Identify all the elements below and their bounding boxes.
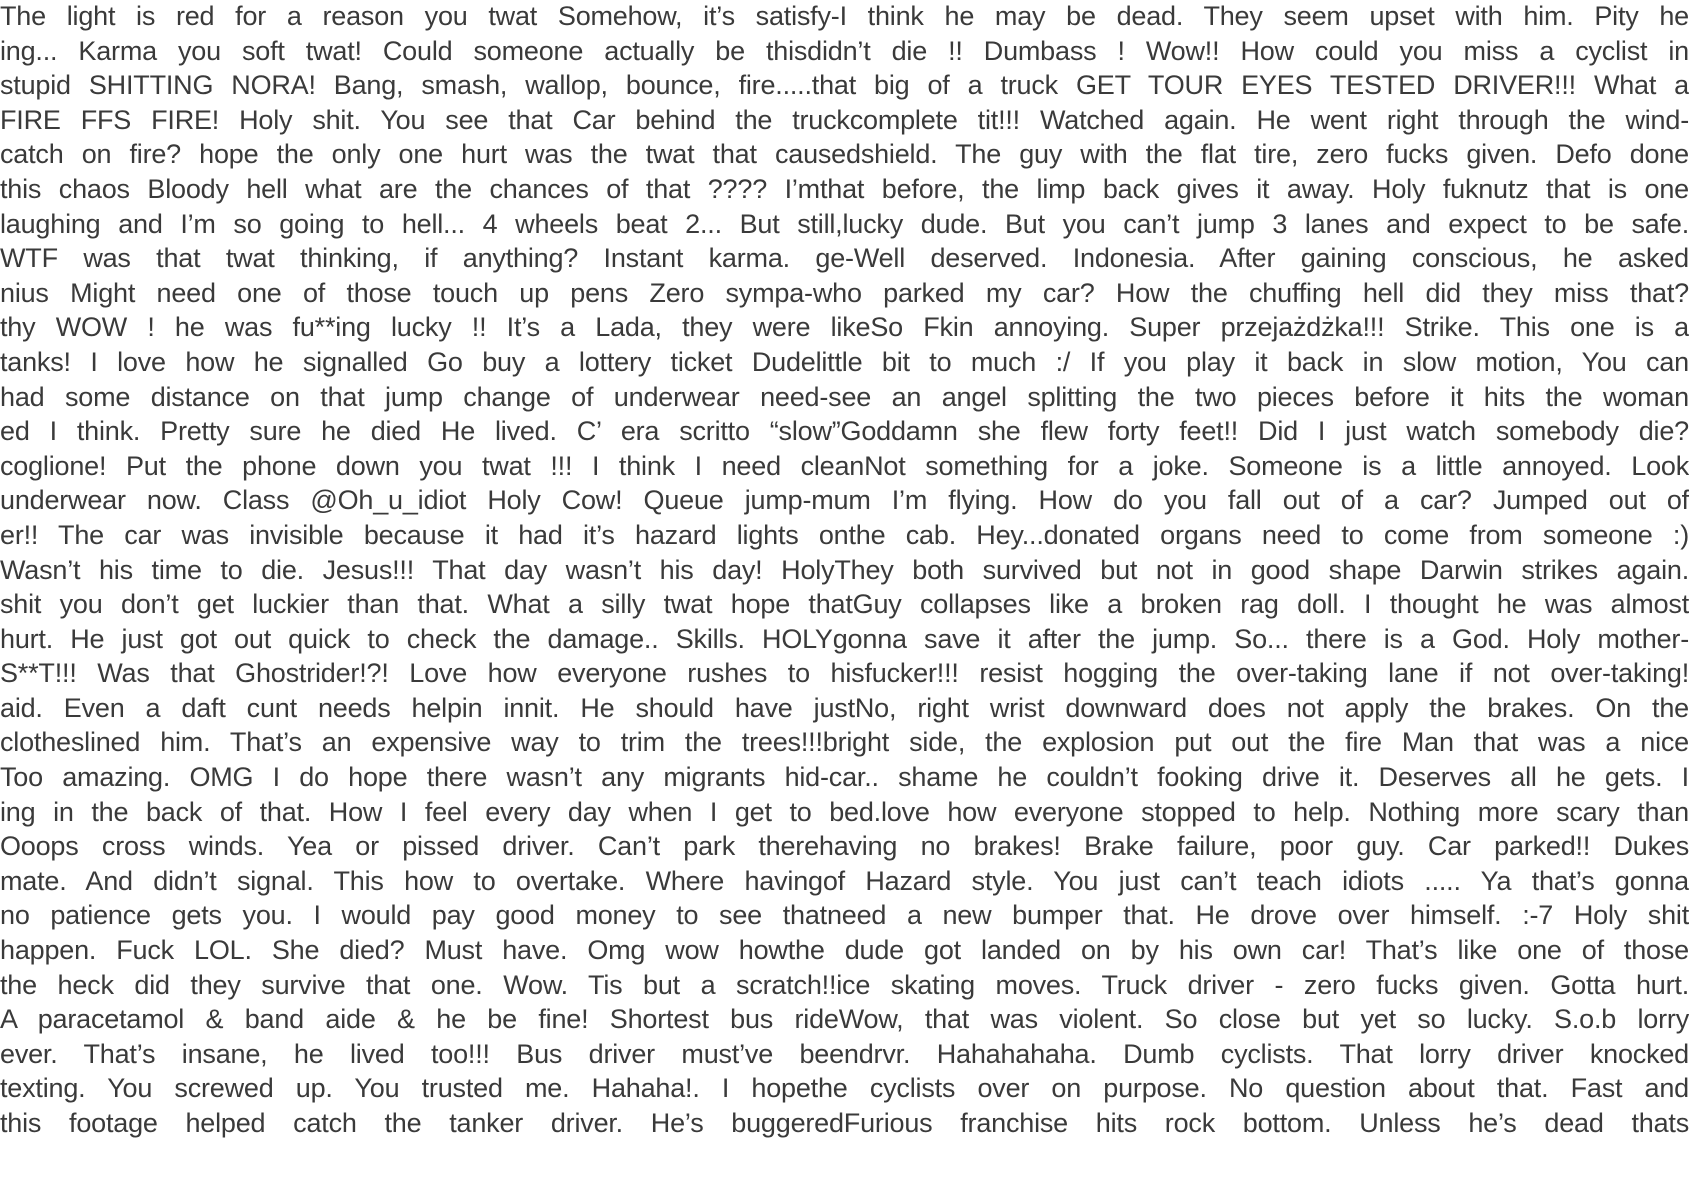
text-line: hurt. He just got out quick to check the damage.. Skills. HOLYgonna save it after the jump. So... there is a God. Holy mother- (0, 623, 1689, 654)
text-line: FIRE FFS FIRE! Holy shit. You see that Car behind the truckcomplete tit!!! Watched again. He went right through the wind- (0, 104, 1689, 135)
text-line: tanks! I love how he signalled Go buy a lottery ticket Dudelittle bit to much :/ If you play it back in slow motion, You can (0, 346, 1689, 377)
text-line: Wasn’t his time to die. Jesus!!! That day wasn’t his day! HolyThey both survived but not in good shape Darwin strikes again. (0, 554, 1689, 585)
text-line: coglione! Put the phone down you twat !!! I think I need cleanNot something for a joke. Someone is a little annoyed. Look (0, 450, 1689, 481)
text-line: ed I think. Pretty sure he died He lived. C’ era scritto “slow”Goddamn she flew forty feet!! Did I just watch somebody die? (0, 416, 1689, 447)
text-line: the heck did they survive that one. Wow. Tis but a scratch!!ice skating moves. Truck driver - zero fucks given. Gotta hurt. (0, 969, 1689, 1000)
text-line: Too amazing. OMG I do hope there wasn’t any migrants hid-car.. shame he couldn’t fooking drive it. Deserves all he gets. I (0, 762, 1689, 793)
text-line: WTF was that twat thinking, if anything? Instant karma. ge-Well deserved. Indonesia. After gaining conscious, he asked (0, 243, 1689, 274)
text-line: Ooops cross winds. Yea or pissed driver. Can’t park therehaving no brakes! Brake failure, poor guy. Car parked!! Dukes (0, 831, 1689, 862)
text-line: nius Might need one of those touch up pens Zero sympa-who parked my car? How the chuffing hell did they miss that? (0, 277, 1689, 308)
text-line: laughing and I’m so going to hell... 4 wheels beat 2... But still,lucky dude. But you can’t jump 3 lanes and expect to be safe. (0, 208, 1689, 239)
text-line: clotheslined him. That’s an expensive way to trim the trees!!!bright side, the explosion put out the fire Man that was a nice (0, 727, 1689, 758)
text-line: this chaos Bloody hell what are the chances of that ???? I’mthat before, the limp back gives it away. Holy fuknutz that is one (0, 173, 1689, 204)
text-line: stupid SHITTING NORA! Bang, smash, wallop, bounce, fire.....that big of a truck GET TOUR EYES TESTED DRIVER!!! What a (0, 70, 1689, 101)
text-line: ever. That’s insane, he lived too!!! Bus driver must’ve beendrvr. Hahahahaha. Dumb cyclists. That lorry driver knocked (0, 1038, 1689, 1069)
text-line: The light is red for a reason you twat Somehow, it’s satisfy-I think he may be dead. They seem upset with him. Pity he (0, 1, 1689, 31)
text-line: no patience gets you. I would pay good money to see thatneed a new bumper that. He drove over himself. :-7 Holy shit (0, 900, 1689, 931)
text-line: thy WOW ! he was fu**ing lucky !! It’s a Lada, they were likeSo Fkin annoying. Super przejażdżka!!! Strike. This one is a (0, 312, 1689, 343)
text-line: ing in the back of that. How I feel every day when I get to bed.love how everyone stopped to help. Nothing more scary than (0, 796, 1689, 827)
text-line: had some distance on that jump change of underwear need-see an angel splitting the two pieces before it hits the woman (0, 381, 1689, 412)
text-line: underwear now. Class @Oh_u_idiot Holy Cow! Queue jump-mum I’m flying. How do you fall out of a car? Jumped out of (0, 485, 1689, 516)
text-line: S**T!!! Was that Ghostrider!?! Love how everyone rushes to hisfucker!!! resist hogging the over-taking lane if not over-taking! (0, 658, 1689, 689)
text-line: A paracetamol & band aide & he be fine! Shortest bus rideWow, that was violent. So close but yet so lucky. S.o.b lorry (0, 1004, 1689, 1035)
text-line: happen. Fuck LOL. She died? Must have. Omg wow howthe dude got landed on by his own car! That’s like one of those (0, 935, 1689, 966)
text-line: ing... Karma you soft twat! Could someone actually be thisdidn’t die !! Dumbass ! Wow!! How could you miss a cyclist in (0, 35, 1689, 66)
text-line: aid. Even a daft cunt needs helpin innit. He should have justNo, right wrist downward does not apply the brakes. On the (0, 692, 1689, 723)
text-line: this footage helped catch the tanker driver. He’s buggeredFurious franchise hits rock bottom. Unless he’s dead thats (0, 1108, 1689, 1138)
text-line: catch on fire? hope the only one hurt was the twat that causedshield. The guy with the flat tire, zero fucks given. Defo done (0, 139, 1689, 170)
text-line: er!! The car was invisible because it had it’s hazard lights onthe cab. Hey...donated organs need to come from someone :) (0, 519, 1689, 550)
text-line: shit you don’t get luckier than that. What a silly twat hope thatGuy collapses like a broken rag doll. I thought he was almost (0, 589, 1689, 620)
text-line: mate. And didn’t signal. This how to overtake. Where havingof Hazard style. You just can’t teach idiots ..... Ya that’s gonna (0, 865, 1689, 896)
text-line: texting. You screwed up. You trusted me. Hahaha!. I hopethe cyclists over on purpose. No question about that. Fast and (0, 1073, 1689, 1104)
